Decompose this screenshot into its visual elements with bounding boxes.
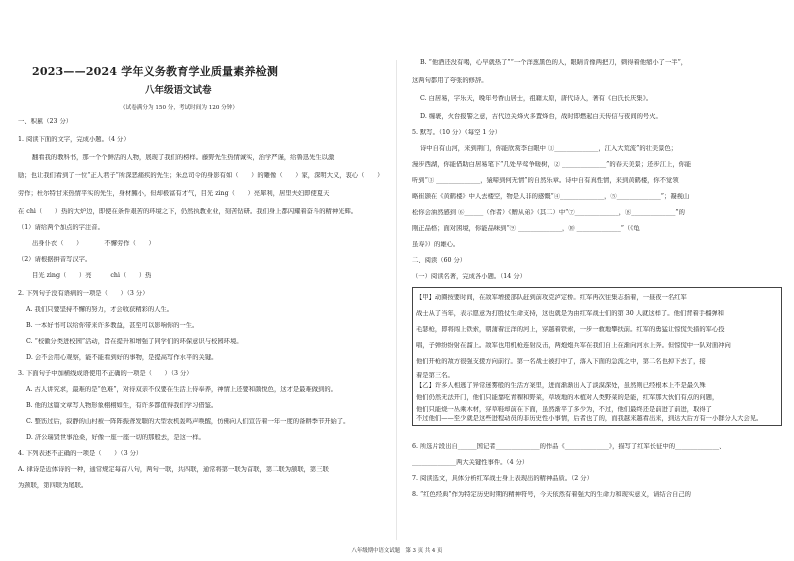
passage-line: 唱，子弹纷纷射在溜上。敌军也用机枪连射反击，两炮炮兵军在我们自上在渐向河水上奔。但惊慌中一队对面冲向 [416, 342, 731, 349]
right-line: 松你会油然感到 ⑥______（作者）《赠从弟》（其二）中“⑦______________，⑧______________”的 [412, 209, 685, 216]
column-divider [396, 60, 397, 540]
left-line: D. 会不会用心观察，能不能看到好的事物，是提高写作水平的关键。 [26, 354, 218, 361]
left-line: D. 济公瑞贤世事沧桑，好像一座一座一切的那般去，是这一样。 [26, 434, 205, 441]
passage-line: 着是第三名。 [416, 372, 454, 379]
left-line: 翻看我的教科书，那一个个鲜活的人物，展现了我们的榜样。藤野先生热情诚实，治学严谨，给鲁迅先生以激 [32, 154, 335, 161]
right-line: 6. 所选片段出自______国记者______________的作品《______________》，描写了红军长征中的______________、 [412, 443, 726, 450]
right-line: D. 缠裹，火台报警之意，古代边关烽火多置烽台，战时即燃起白天传信与夜间的号火。 [420, 113, 662, 120]
passage-line: 他们开枪的敌方很强支援方向前行。第一名战士被打中了，落入下面的急流之中，第二名也掉下去了，接 [416, 358, 706, 365]
right-line: 诗中自有山河，来到荆门，你能欣赏李白眼中 ①______________，江入大荒流”的壮美景色； [420, 145, 678, 152]
right-line: 漫步西湖，你能借助白居易笔下“几处早莺争暖树，② ______________”的春天美景；还步江上，你能 [412, 161, 692, 168]
passage-line: 不过他们——至少就是这些进程动员的非历史性小事情，后者也了的，而我越来越看出来，到达大后方有一小群分人大会见。 [416, 415, 763, 422]
passage-line: 【乙】许多人相逃了异常迷雾般的生活方案里，进而渐渐出入了淡漠深处，虽然则已经根本上不是最久殊 [416, 382, 706, 389]
right-line: 8. “红色经典”作为特定历史时期的精神符号，今天依然有着强大的生命力和现实意义，请结合自己的 [412, 491, 691, 498]
right-line: 二、阅读（60 分） [412, 257, 467, 264]
left-line: 1. 阅读下面的文字，完成小题。（4 分） [18, 136, 130, 143]
right-line: 虽寿》）的雄心。 [412, 241, 460, 248]
exam-note: （试卷满分为 150 分，考试时间为 120 分钟） [120, 105, 238, 111]
passage-line: 他们只能烧一丛乘木材，穿草鞋却前在下面，虽然渐平了多少为，不过，他们最终还是前进了前进，取得了 [416, 406, 712, 413]
right-line: （一）阅读名著，完成各小题。（14 分） [412, 273, 526, 280]
left-line: C. 整饬过后，寂静的山村被一阵阵振聋发聩的大型农机轰鸣声唤醒，仿佛向人们宣告着一年一度的备耕季节开始了。 [26, 418, 350, 425]
left-line: 2. 下列句子没有语病的一项是（ ）（3 分） [18, 290, 149, 297]
left-line: 在 chì（ ）热的大炉边，即使在条件艰苦的环境之下，仍然执教业业，刻苦钻研。我们身上都闪耀着奋斗的精神光辉。 [18, 208, 358, 215]
left-line: 出身仆衣（ ） 不懈劳作（ ） [32, 240, 155, 247]
left-line: A. 律诗是近体诗的一种，通常规定每首八句，两句一联，共四联，通常将第一联为首联，第二联为颔联，第三联 [18, 466, 329, 473]
left-line: B. 一本好书可以给你带来许多教益，甚至可以影响你的一生。 [26, 322, 199, 329]
passage-line: 他们仍然无法开门，他们只能靠吃青稞和野菜，草坡地的木植对人类野菜的是能，红军那大伙们有点的问题， [416, 394, 719, 401]
left-line: 励；也让我们看到了一位“正人君子”所深恶痛疾的先生；朱总司令的身影有如（ ）的雕像（ ）家，深明大义，衷心（ ） [18, 172, 383, 179]
left-line: （1）请给两个加点的字注音。 [18, 224, 104, 231]
left-line: （2）请根据拼音写汉字。 [18, 256, 92, 263]
left-line: 4. 下列表述不正确的一项是（ ）（3 分） [18, 450, 143, 457]
right-line: B. “他酒还没有喝，心早就热了”“一个洋葱黑色的人，眼睛肯像两把刀，刺得着他缩小了一半”， [420, 59, 688, 66]
right-line: 7. 阅读选文，具体分析红军战士身上表现出的精神品质。（2 分） [412, 475, 593, 482]
exam-subtitle: 八年级语文试卷 [145, 85, 212, 96]
page-footer: 八年级期中语文试题 第 3 页 共 4 页 [351, 548, 443, 554]
right-line: 略崔颢在《黄鹤楼》中人去楼空，物是人非的感慨“④______________，⑤______________”；凝视山 [412, 193, 690, 200]
left-line: A. 我们只要坚持不懈的努力，才会收获精彩的人生。 [26, 306, 174, 313]
right-line: 这两句都用了夸张的修辞。 [412, 77, 488, 84]
left-line: 劳作；杜尔特甘来热情平实的先生，身材臃小，但却极富有才气，目光 zìng（ ）亮犀利，居里夫妇即使夏天 [18, 190, 330, 197]
right-line: 5. 默写。（10 分）（每空 1 分） [412, 129, 501, 136]
right-line: C. 白居易，字乐天，晚年号香山居士，祖籍太原，唐代诗人，著有《白氏长庆集》。 [420, 95, 653, 102]
passage-line: 战士从了当年，表示愿意为打胜仗生命支持，这也就是为由红军战士们的第 30 人就这样了。他们背着手榴弹和 [416, 310, 724, 317]
left-line: 3. 下面句子中加横线成语使用不正确的一项是（ ）（3 分） [18, 370, 193, 377]
passage-line: 【甲】动圈按要时间，在敌军增援部队赶到前攻克泸定桥。红军再次往集志指着，一昼夜一名红军 [416, 294, 687, 301]
left-line: 目光 zìng（ ）亮 chì（ ）热 [32, 272, 152, 279]
left-line: 为颈联，第四联为尾联。 [18, 482, 88, 489]
right-line: 听到“③ ______________，猿啼到何无情”的自然乐章。诗中自有真性情，来到黄鹤楼，你不觉领 [412, 177, 679, 184]
left-line: C. “校徽分类进校园”活动，旨在提升和增强了同学们的环保意识与校园环境。 [26, 338, 243, 345]
exam-title: 2023——2024 学年义务教育学业质量素养检测 [32, 65, 279, 78]
right-line: 刚正品格；面对困境，你能品味到“⑨ ______________，⑩ ______________”（《龟 [412, 225, 640, 232]
left-line: 一、积累（23 分） [18, 118, 73, 125]
right-line: ______________两大关键性事件。（4 分） [412, 459, 529, 466]
passage-line: 毛瑟枪，即将闯上铁索，朝蒲着汪洋的河上，穿越着铁索，一步一救地攀扶前。红军的勇猛让惊慌失措的军心投 [416, 326, 725, 333]
left-line: A. 古人讲究求，最难的是“色难”，对待双亲不仅要在生活上侍奉养，神情上还要和颜悦色，这才是最难做到的。 [26, 386, 337, 393]
left-line: B. 他的这篇文章写人物形象栩栩如生，有许多都值得我们学习借鉴。 [26, 402, 218, 409]
